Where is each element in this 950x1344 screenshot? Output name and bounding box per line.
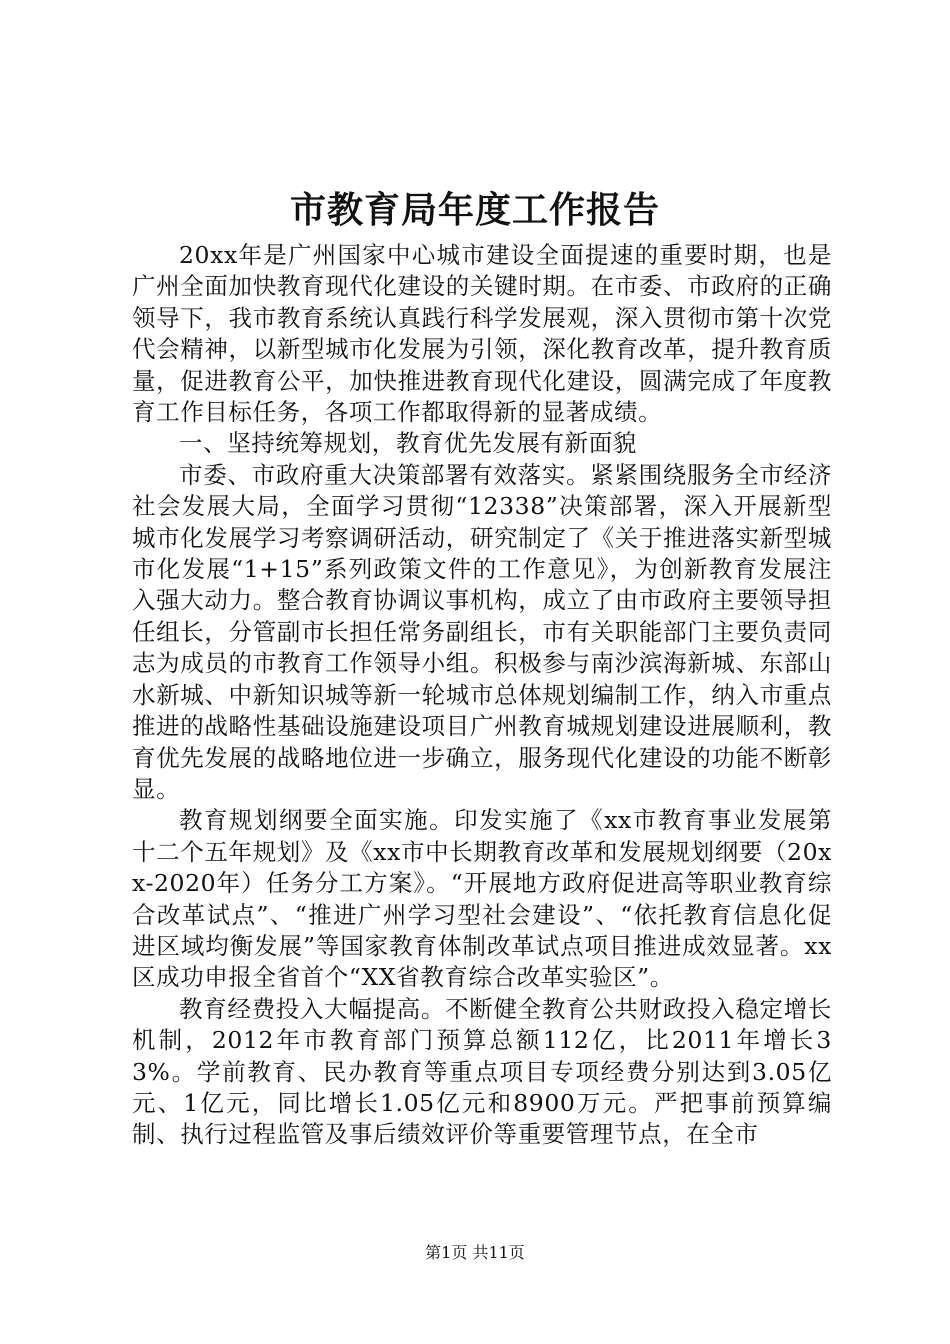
paragraph-intro: 20xx年是广州国家中心城市建设全面提速的重要时期，也是广州全面加快教育现代化建设的关键时期。在市委、市政府的正确领导下，我市教育系统认真践行科学发展观，深入贯彻市第十次党代会精神，以新型城市化发展为引领，深化教育改革，提升教育质量，促进教育公平，加快推进教育现代化建设，圆满完成了年度教育工作目标任务，各项工作都取得新的显著成绩。: [132, 241, 832, 427]
document-title: 市教育局年度工作报告: [289, 189, 660, 231]
paragraph-policy-implementation: 市委、市政府重大决策部署有效落实。紧紧围绕服务全市经济社会发展大局，全面学习贯彻“12338”决策部署，深入开展新型城市化发展学习考察调研活动，研究制定了《关于推进落实新型城市化发展“1+15”系列政策文件的工作意见》，为创新教育发展注入强大动力。整合教育协调议事机构，成立了由市政府主要领导担任组长，分管副市长担任常务副组长，市有关职能部门主要负责同志为成员的市教育工作领导小组。积极参与南沙滨海新城、东部山水新城、中新知识城等新一轮城市总体规划编制工作，纳入市重点推进的战略性基础设施建设项目广州教育城规划建设进展顺利，教育优先发展的战略地位进一步确立，服务现代化建设的功能不断彰显。: [132, 460, 832, 803]
page-number-footer: 第1页 共11页: [425, 1243, 525, 1262]
paragraph-funding: 教育经费投入大幅提高。不断健全教育公共财政投入稳定增长机制，2012年市教育部门预算总额112亿，比2011年增长33%。学前教育、民办教育等重点项目专项经费分别达到3.05亿元、1亿元，同比增长1.05亿元和8900万元。严把事前预算编制、执行过程监管及事后绩效评价等重要管理节点，在全市: [132, 994, 832, 1149]
paragraph-education-plan: 教育规划纲要全面实施。印发实施了《xx市教育事业发展第十二个五年规划》及《xx市中长期教育改革和发展规划纲要（20xx-2020年）任务分工方案》。“开展地方政府促进高等职业教育综合改革试点”、“推进广州学习型社会建设”、“依托教育信息化促进区域均衡发展”等国家教育体制改革试点项目推进成效显著。xx区成功申报全省首个“XX省教育综合改革实验区”。: [132, 806, 832, 992]
document-body: [132, 240, 832, 1151]
section-heading-1: 一、坚持统筹规划，教育优先发展有新面貌: [179, 429, 637, 458]
